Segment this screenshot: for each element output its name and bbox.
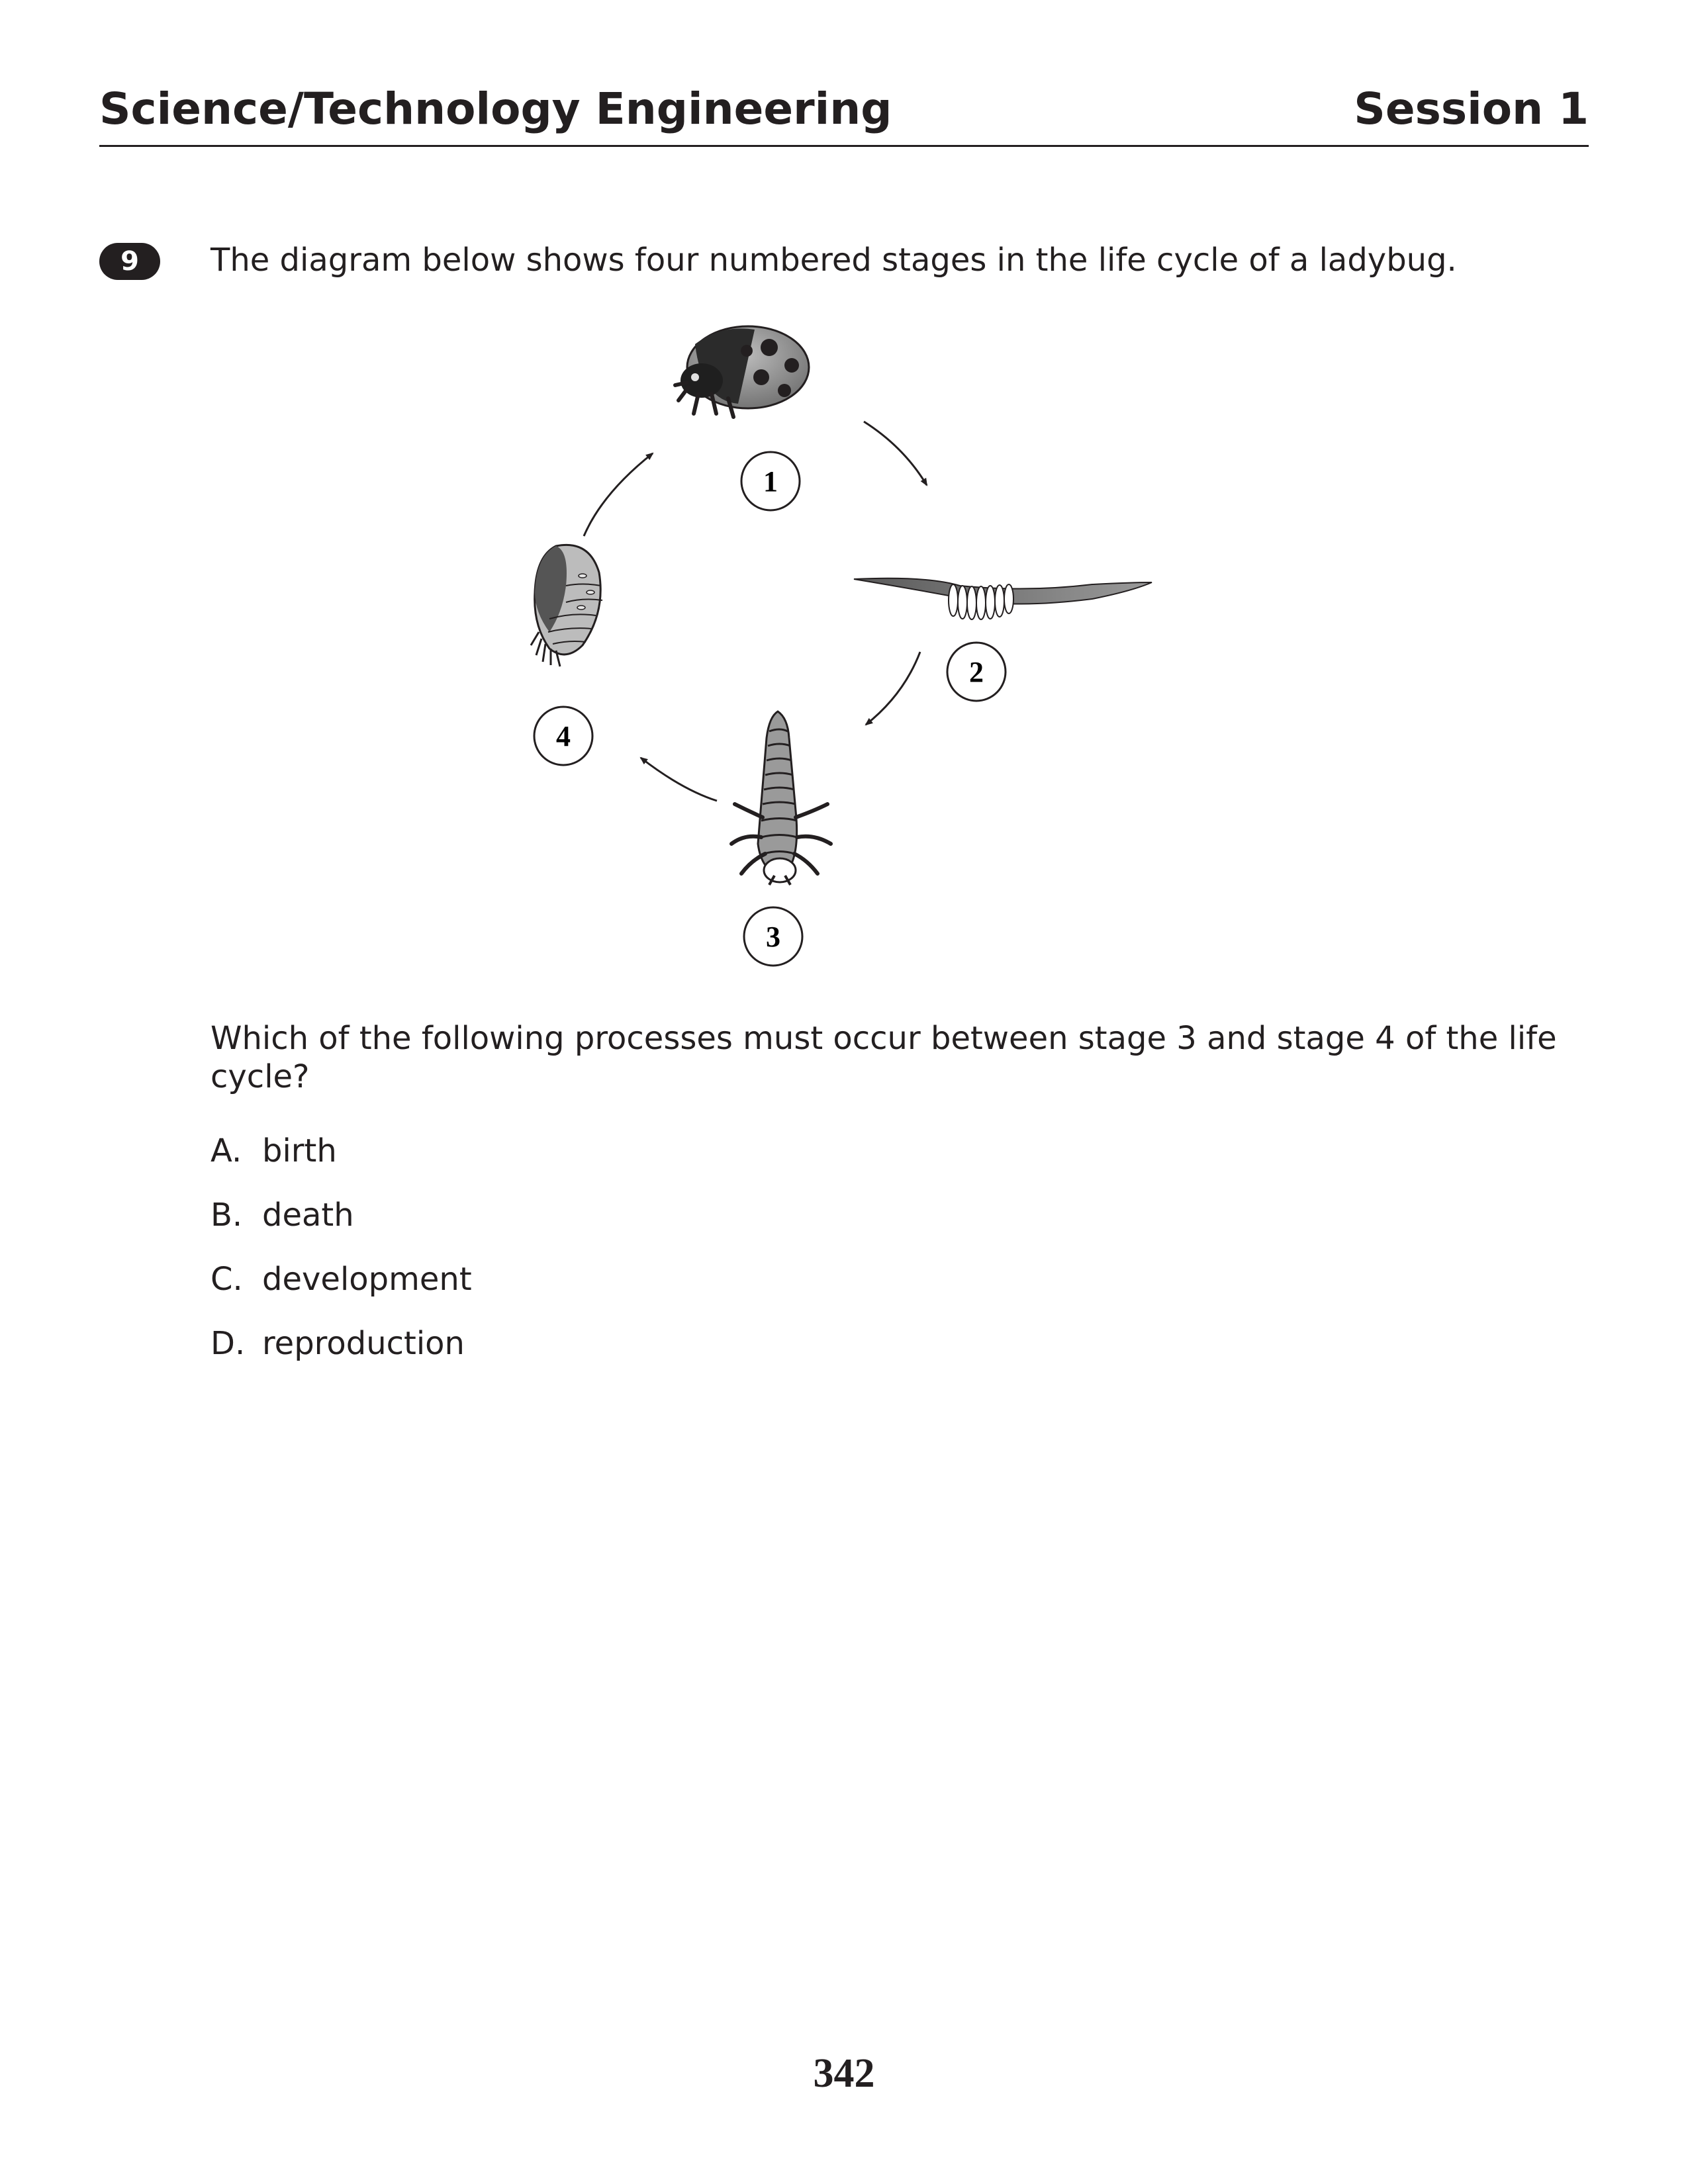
stage-3-label: [744, 907, 802, 966]
choice-text: death: [262, 1197, 354, 1234]
page-number: 342: [813, 2051, 875, 2096]
stage-4-label: [534, 707, 592, 765]
svg-text:4: 4: [556, 720, 571, 752]
svg-text:1: 1: [763, 465, 778, 498]
answer-choice-c[interactable]: [211, 1260, 472, 1298]
arrow-stage-2-to-3: [866, 652, 920, 725]
arrow-stage-1-to-2: [864, 422, 927, 485]
pupa-icon: [531, 545, 602, 666]
choice-letter: C.: [211, 1261, 243, 1298]
choice-text: birth: [262, 1132, 337, 1169]
question-number-badge: 9: [99, 243, 160, 280]
svg-text:2: 2: [969, 656, 984, 688]
choice-letter: D.: [211, 1325, 246, 1362]
answer-choice-a[interactable]: [211, 1132, 337, 1170]
svg-text:3: 3: [766, 921, 780, 953]
choice-text: development: [262, 1261, 472, 1298]
answer-choice-d[interactable]: [211, 1324, 465, 1363]
ladybug-life-cycle-diagram: [496, 314, 1192, 976]
page-header-title: Science/Technology Engineering: [99, 83, 892, 134]
question-prompt: Which of the following processes must occur between stage 3 and stage 4 of the life cycle?: [211, 1020, 1557, 1095]
question-stem: The diagram below shows four numbered stages in the life cycle of a ladybug.: [211, 242, 1457, 279]
stage-2-label: [947, 643, 1006, 701]
page-header-session: Session 1: [1354, 83, 1589, 134]
choice-letter: A.: [211, 1132, 242, 1169]
stage-1-label: [741, 452, 800, 510]
eggs-on-leaf-icon: [854, 578, 1152, 619]
choice-text: reproduction: [262, 1325, 465, 1362]
larva-icon: [731, 711, 831, 885]
header-divider: [99, 145, 1589, 147]
choice-letter: B.: [211, 1197, 243, 1234]
arrow-stage-3-to-4: [641, 758, 717, 801]
arrow-stage-4-to-1: [584, 453, 653, 536]
adult-ladybug-icon: [675, 326, 809, 417]
answer-choice-b[interactable]: [211, 1196, 354, 1234]
